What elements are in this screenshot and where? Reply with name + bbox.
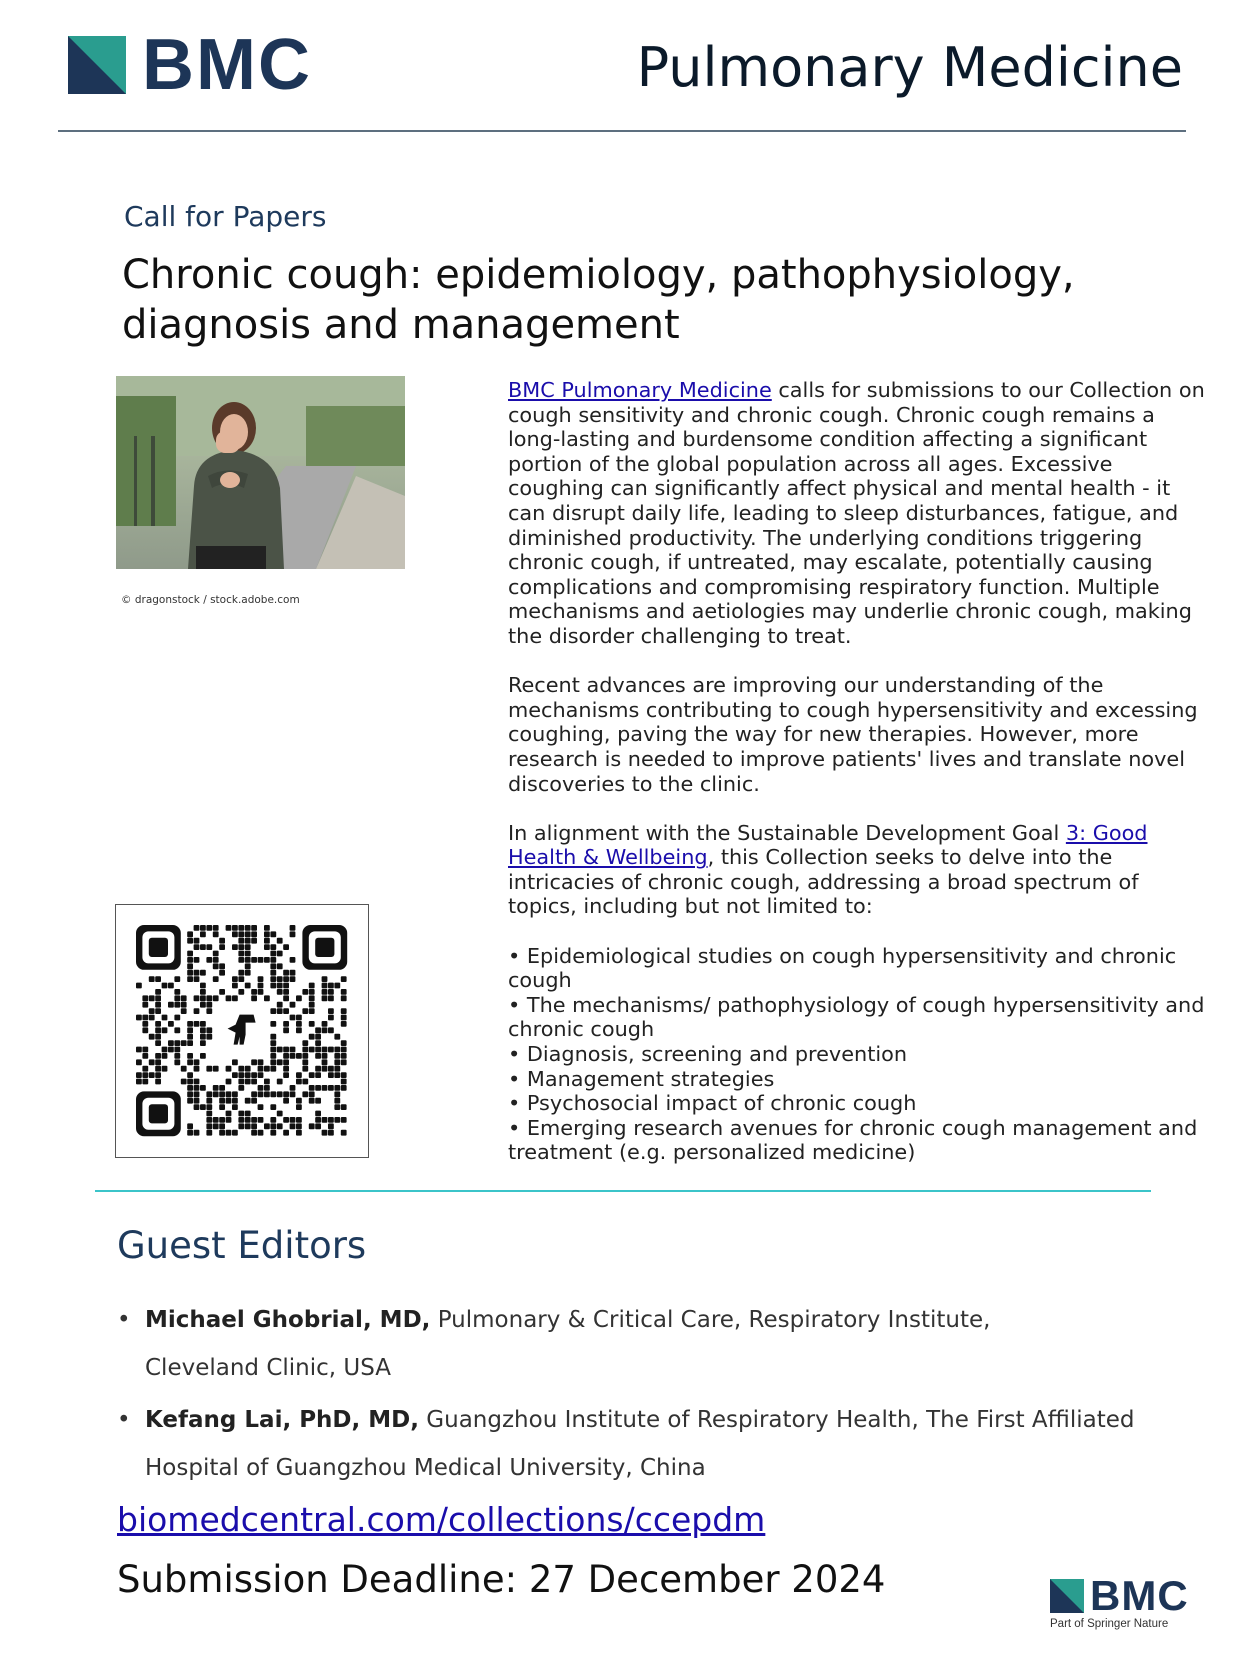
bmc-logo-mark-icon (1050, 1579, 1084, 1613)
editor-entry (117, 1296, 1197, 1392)
bmc-logo-text: BMC (142, 25, 312, 105)
editor-affiliation: Pulmonary & Critical Care, Respiratory Institute, (430, 1307, 991, 1333)
collection-title: Chronic cough: epidemiology, pathophysiology, diagnosis and management (122, 252, 1075, 348)
section-divider (95, 1190, 1151, 1192)
editor-affiliation-cont: Hospital of Guangzhou Medical University, China (145, 1455, 706, 1481)
bmc-footer-logo (1050, 1572, 1200, 1640)
bmc-logo-mark-icon (68, 36, 126, 94)
topic-item: • Epidemiological studies on cough hypersensitivity and chronic cough (508, 943, 1177, 993)
editor-entry (117, 1396, 1197, 1492)
guest-editors-heading: Guest Editors (117, 1224, 367, 1267)
coughing-woman-photo (116, 376, 405, 569)
qr-code[interactable] (115, 904, 369, 1158)
image-credit: © dragonstock / stock.adobe.com (121, 594, 300, 606)
journal-title: Pulmonary Medicine (636, 36, 1183, 99)
header-divider (58, 130, 1186, 132)
bmc-logo-text: BMC (1090, 1572, 1189, 1619)
topic-item: • Diagnosis, screening and prevention (508, 1042, 908, 1067)
editor-name: Kefang Lai, PhD, MD, (145, 1407, 419, 1433)
sdg-text-post: , this Collection seeks to delve into the intricacies of chronic cough, addressing a broad spectrum of topics, including but not limited to: (508, 845, 1139, 919)
body-text (508, 378, 1208, 1165)
journal-link[interactable]: BMC Pulmonary Medicine (508, 378, 772, 402)
sdg-paragraph (508, 821, 1208, 919)
topic-item: • Management strategies (508, 1066, 775, 1091)
topic-item: • Psychosocial impact of chronic cough (508, 1091, 917, 1116)
submission-deadline: Submission Deadline: 27 December 2024 (117, 1558, 886, 1601)
bmc-logo (68, 25, 312, 105)
sdg-text-pre: In alignment with the Sustainable Development Goal (508, 820, 1066, 845)
call-for-papers-label: Call for Papers (124, 200, 327, 233)
topic-item: • The mechanisms/ pathophysiology of cough hypersensitivity and chronic cough (508, 992, 1205, 1042)
bullet: • (117, 1407, 131, 1433)
intro-paragraph (508, 378, 1208, 649)
intro-text: calls for submissions to our Collection on cough sensitivity and chronic cough. Chronic cough remains a long-lasting and burdensome condition affecting a significant portion of the global population across all ages. Excessive coughing can significantly affect physical and mental health - it can disrupt daily life, leading to sleep disturbances, fatigue, and diminished productivity. The underlying conditions triggering chronic cough, if untreated, may escalate, potentially causing complications and compromising respiratory function. Multiple mechanisms and aetiologies may underlie chronic cough, making the disorder challenging to treat. (508, 378, 1205, 648)
advances-paragraph: Recent advances are improving our understanding of the mechanisms contributing to cough hypersensitivity and excessing coughing, paving the way for new therapies. However, more research is needed to improve patients' lives and translate novel discoveries to the clinic. (508, 673, 1198, 796)
editor-affiliation-cont: Cleveland Clinic, USA (145, 1355, 392, 1381)
sdg-link[interactable]: 3: Good Health & Wellbeing (508, 820, 1148, 870)
topic-list (508, 944, 1208, 1165)
topic-item: • Emerging research avenues for chronic cough management and treatment (e.g. personalized medicine) (508, 1115, 1198, 1165)
editor-name: Michael Ghobrial, MD, (145, 1307, 431, 1333)
editor-affiliation: Guangzhou Institute of Respiratory Health, The First Affiliated (418, 1407, 1135, 1433)
bullet: • (117, 1307, 131, 1333)
guest-editors-list (117, 1296, 1197, 1496)
springer-nature-tagline: Part of Springer Nature (1050, 1618, 1169, 1630)
collection-url-link[interactable]: biomedcentral.com/collections/ccepdm (117, 1500, 766, 1539)
